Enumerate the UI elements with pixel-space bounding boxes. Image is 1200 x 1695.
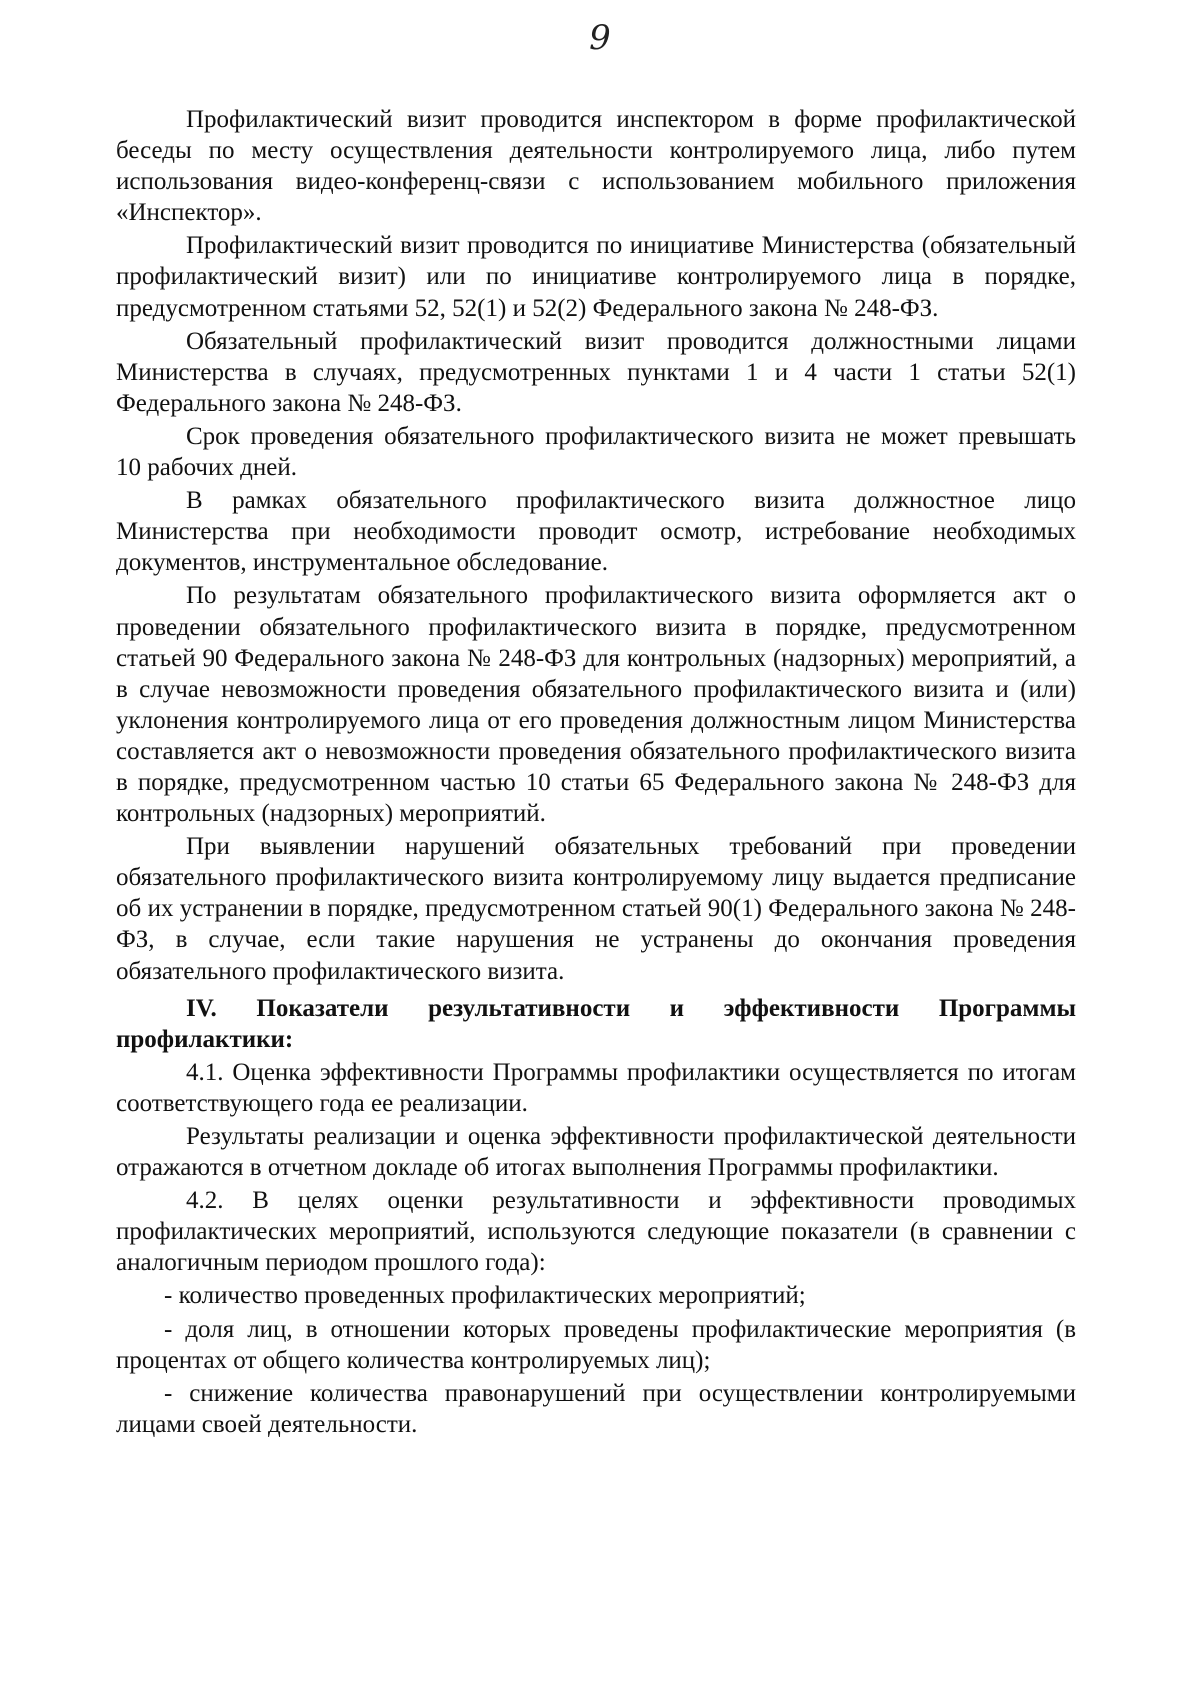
- paragraph-visit-term: Срок проведения обязательного профилактического визита не может превышать 10 рабочих дней.: [116, 422, 1076, 482]
- paragraph-4-2: 4.2. В целях оценки результативности и эффективности проводимых профилактических мероприятий, используются следующие показатели (в сравнении с аналогичным периодом прошлого года):: [116, 1187, 1076, 1277]
- page-number: 9: [589, 18, 611, 58]
- list-item-persons-share: - доля лиц, в отношении которых проведены профилактические мероприятия (в процентах от общего количества контролируемых лиц);: [116, 1315, 1076, 1374]
- list-item-events-count: - количество проведенных профилактических мероприятий;: [164, 1282, 806, 1310]
- paragraph-mandatory-visit: Обязательный профилактический визит проводится должностными лицами Министерства в случаях, предусмотренных пунктами 1 и 4 части 1 статьи 52(1) Федерального закона № 248-ФЗ.: [116, 327, 1076, 417]
- paragraph-4-1: 4.1. Оценка эффективности Программы профилактики осуществляется по итогам соответствующего года ее реализации.: [116, 1058, 1076, 1117]
- paragraph-violations-order: При выявлении нарушений обязательных требований при проведении обязательного профилактического визита контролируемому лицу выдается предписание об их устранении в порядке, предусмотренном статьей 90(1) Федерального закона № 248-ФЗ, в случае, если такие нарушения не устранены до окончания проведения обязательного профилактического визита.: [116, 833, 1076, 985]
- paragraph-results-report: Результаты реализации и оценка эффективности профилактической деятельности отражаются в отчетном докладе об итогах выполнения Программы профилактики.: [116, 1123, 1076, 1182]
- document-body: [116, 104, 1076, 1442]
- paragraph-visit-initiative: Профилактический визит проводится по инициативе Министерства (обязательный профилактический визит) или по инициативе контролируемого лица в порядке, предусмотренном статьями 52, 52(1) и 52(2) Федерального закона № 248-ФЗ.: [116, 232, 1076, 322]
- paragraph-visit-scope: В рамках обязательного профилактического визита должностное лицо Министерства при необходимости проводит осмотр, истребование необходимых документов, инструментальное обследование.: [116, 487, 1076, 577]
- paragraph-visit-format: Профилактический визит проводится инспектором в форме профилактической беседы по месту осуществления деятельности контролируемого лица, либо путем использования видео-конференц-связи с использованием мобильного приложения «Инспектор».: [116, 106, 1076, 227]
- section-heading-indicators: IV. Показатели результативности и эффективности Программы профилактики:: [116, 994, 1076, 1053]
- paragraph-visit-act: По результатам обязательного профилактического визита оформляется акт о проведении обязательного профилактического визита в порядке, предусмотренном статьей 90 Федерального закона № 248-ФЗ для контрольных (надзорных) мероприятий, а в случае невозможности проведения обязательного профилактического визита и (или) уклонения контролируемого лица от его проведения должностным лицом Министерства составляется акт о невозможности проведения обязательного профилактического визита в порядке, предусмотренном частью 10 статьи 65 Федерального закона № 248-ФЗ для контрольных (надзорных) мероприятий.: [116, 582, 1076, 828]
- list-item-violations-reduction: - снижение количества правонарушений при осуществлении контролируемыми лицами своей деятельности.: [116, 1379, 1076, 1438]
